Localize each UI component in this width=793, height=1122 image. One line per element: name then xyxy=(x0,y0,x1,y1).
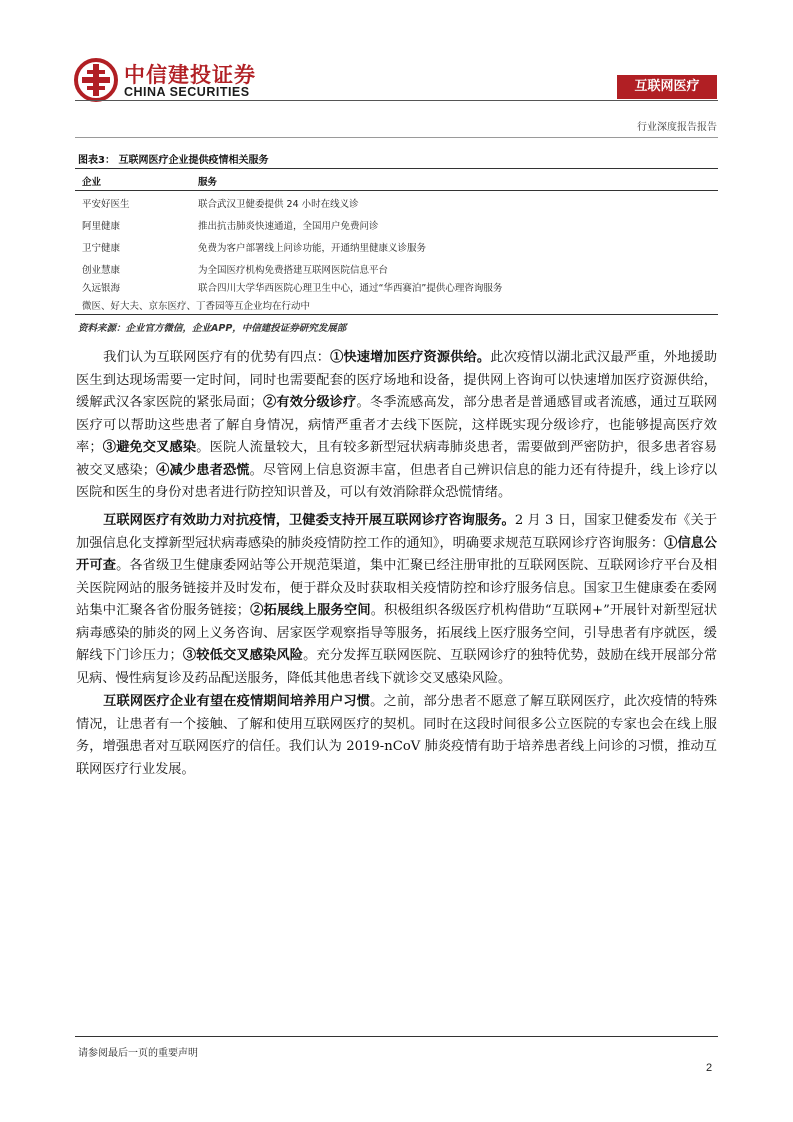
table-header-company: 企业 xyxy=(82,177,102,188)
body-paragraph-user-habits xyxy=(76,691,717,781)
bold-run: ①信息公开可查 xyxy=(76,535,717,573)
bold-run: 互联网医疗企业有望在疫情期间培养用户习惯 xyxy=(103,694,371,709)
bold-run: ②有效分级诊疗 xyxy=(262,395,357,410)
text-run: 。之前，部分患者不愿意了解互联网医疗，此次疫情的特殊情况，让患者有一个接触、了解和使用互联网医疗的契机。同时在这段时间很多公立医院的专家也会在线上服务，增强患者对互联网医疗的信任。我们认为 2019-nCoV 肺炎疫情有助于培养患者线上问诊的习惯，推动互联网医疗行业发展。 xyxy=(76,694,718,777)
header-divider xyxy=(75,100,718,101)
table-cell-company: 久远银海 xyxy=(82,283,121,294)
table-header-service: 服务 xyxy=(198,177,218,188)
figure-source: 资料来源：企业官方微信，企业APP，中信建投证券研究发展部 xyxy=(78,323,347,334)
report-type-label: 行业深度报告报告 xyxy=(637,122,717,133)
bold-run: ③避免交叉感染 xyxy=(102,440,197,455)
section-tag: 互联网医疗 xyxy=(617,75,717,99)
bold-run: 互联网医疗有效助力对抗疫情，卫健委支持开展互联网诊疗咨询服务。 xyxy=(103,513,515,528)
body-paragraph-policy xyxy=(76,510,717,690)
text-run: 。充分发挥互联网医院、互联网诊疗的独特优势，鼓励在线开展部分常见病、慢性病复诊及药品配送服务，降低其他患者线下就诊交叉感染风险。 xyxy=(76,648,718,686)
table-row xyxy=(82,218,712,240)
logo-english-name: CHINA SECURITIES xyxy=(124,85,250,99)
bold-run: ①快速增加医疗资源供给。 xyxy=(330,350,491,365)
table-cell-company: 阿里健康 xyxy=(82,221,121,232)
table-cell-company: 平安好医生 xyxy=(82,199,130,210)
text-run: 。积极组织各级医疗机构借助“互联网+”开展针对新型冠状病毒感染的肺炎的网上义务咨询、居家医学观察指导等服务，拓展线上医疗服务空间，引导患者有序就医，缓解线下门诊压力； xyxy=(76,603,718,663)
logo-chinese-name: 中信建投证券 xyxy=(124,63,256,87)
text-run: 我们认为互联网医疗有的优势有四点： xyxy=(103,350,331,365)
text-run: 2 月 3 日，国家卫健委发布《关于加强信息化支撑新型冠状病毒感染的肺炎疫情防控工作的通知》，明确要求规范互联网诊疗咨询服务： xyxy=(76,513,718,551)
text-run: 此次疫情以湖北武汉最严重，外地援助医生到达现场需要一定时间，同时也需要配套的医疗场地和设备，提供网上咨询可以快速增加医疗资源供给，缓解武汉各家医院的紧张局面； xyxy=(76,350,718,410)
table-header xyxy=(82,174,712,188)
text-run: 。医院人流量较大，且有较多新型冠状病毒肺炎患者，需要做到严密防护，很多患者容易被交叉感染； xyxy=(76,440,718,478)
table-cell-company: 创业慧康 xyxy=(82,265,121,276)
bold-run: ②拓展线上服务空间 xyxy=(249,603,371,618)
table-cell-service: 联合四川大学华西医院心理卫生中心，通过“华西赛泊”提供心理咨询服务 xyxy=(198,283,503,294)
disclaimer-note: 请参阅最后一页的重要声明 xyxy=(78,1048,198,1059)
table-top-rule xyxy=(75,168,718,169)
header-divider-secondary xyxy=(75,137,718,138)
table-cell-company: 卫宁健康 xyxy=(82,243,121,254)
table-note: 微医、好大夫、京东医疗、丁香园等互企业均在行动中 xyxy=(82,301,311,312)
table-header-rule xyxy=(75,190,718,191)
body-paragraph-advantages xyxy=(76,347,717,505)
table-cell-service: 免费为客户部署线上问诊功能，开通纳里健康义诊服务 xyxy=(198,243,427,254)
figure-title: 图表3： 互联网医疗企业提供疫情相关服务 xyxy=(78,155,269,166)
citic-logo-icon xyxy=(74,58,118,102)
company-logo xyxy=(74,58,274,102)
table-row xyxy=(82,240,712,262)
footer-divider xyxy=(75,1036,718,1037)
table-cell-service: 联合武汉卫健委提供 24 小时在线义诊 xyxy=(198,199,359,210)
text-run: 。尽管网上信息资源丰富，但患者自己辨识信息的能力还有待提升，线上诊疗以医院和医生的身份对患者进行防控知识普及，可以有效消除群众恐慌情绪。 xyxy=(76,462,718,500)
table-bottom-rule xyxy=(75,314,718,315)
bold-run: ④减少患者恐慌 xyxy=(155,462,250,478)
text-run: 。各省级卫生健康委网站等公开规范渠道，集中汇聚已经注册审批的互联网医院、互联网诊疗平台及相关医院网站的服务链接并及时发布，便于群众及时获取相关疫情防控和诊疗服务信息。国家卫生健康委在委网站集中汇聚各省份服务链接； xyxy=(76,558,718,618)
table-cell-service: 推出抗击肺炎快速通道，全国用户免费问诊 xyxy=(198,221,379,232)
table-cell-service: 为全国医疗机构免费搭建互联网医院信息平台 xyxy=(198,265,389,276)
bold-run: ③较低交叉感染风险 xyxy=(182,648,304,663)
table-row xyxy=(82,196,712,218)
text-run: 。冬季流感高发，部分患者是普通感冒或者流感，通过互联网医疗可以帮助这些患者了解自身情况，病情严重者才去线下医院，这样既实现分级诊疗，也能够提高医疗效率； xyxy=(76,395,718,455)
page-number: 2 xyxy=(706,1062,713,1074)
